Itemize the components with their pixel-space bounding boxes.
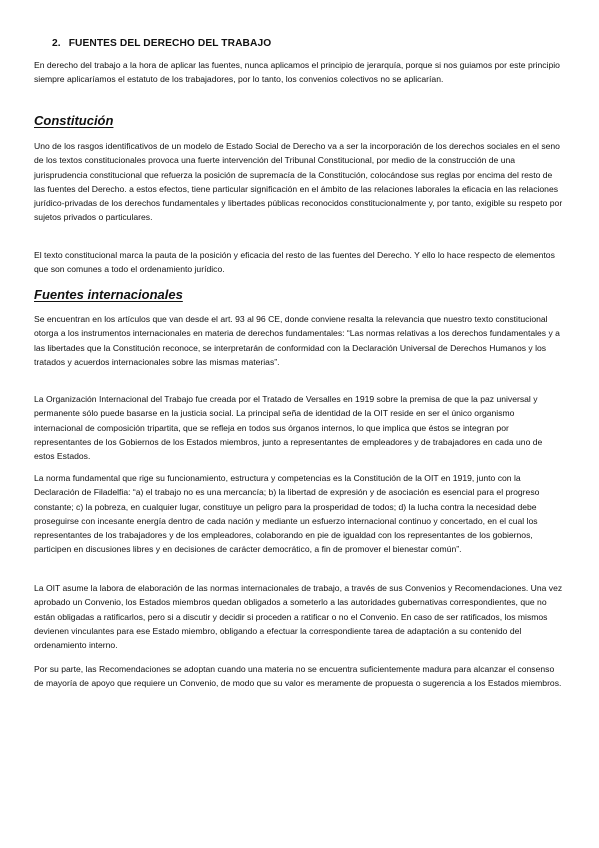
fuentes-internacionales-title: Fuentes internacionales xyxy=(34,287,183,302)
section-heading xyxy=(52,38,271,49)
internacionales-paragraph-4: La OIT asume la labora de elaboración de las normas internacionales de trabajo, a través de sus Convenios y Recomendaciones. Una vez aprobado un Convenio, los Estados miembros quedan obligados a someterlo a las autoridades gubernativas correspondientes, que no están obligadas a ratificarlos, pero si a discutir y decidir si proceden a ratificar o no el Convenio. En caso de ser ratificados, los mismos devienen vinculantes para ese Estado miembro, obligando a efectuar la correspondiente tarea de adaptación a su contenido del ordenamiento interno. xyxy=(34,583,563,651)
constitucion-paragraph-2: El texto constitucional marca la pauta de la posición y eficacia del resto de las fuentes del Derecho. Y ello lo hace respecto de elementos que son comunes a todo el ordenamiento jurídico. xyxy=(34,250,555,275)
section-number: 2. xyxy=(52,38,61,49)
internacionales-paragraph-2: La Organización Internacional del Trabajo fue creada por el Tratado de Versalles en 1919 sobre la premisa de que la paz universal y permanente sólo puede basarse en la justicia social. La principal seña de identidad de la OIT reside en ser el único organismo internacional de composición tripartita, que se refleja en todos sus órganos internos, lo que implica que éstos se integran por representantes de los Gobiernos de los Estados miembros, junto a representantes de empleadores y de trabajadores en cada uno de estos Estados. xyxy=(34,394,543,462)
internacionales-paragraph-5: Por su parte, las Recomendaciones se adoptan cuando una materia no se encuentra suficientemente madura para alcanzar el consenso de mayoría de apoyo que requiere un Convenio, de modo que su valor es meramente de propuesta o sugerencia a los Estados miembros. xyxy=(34,664,562,689)
constitucion-paragraph-1: Uno de los rasgos identificativos de un modelo de Estado Social de Derecho va a ser la incorporación de los derechos sociales en el seno de los textos constitucionales provoca una fuerte intervención del Tribunal Constitucional, por medio de la construcción de una jurisprudencia constitucional que refuerza la posición de supremacía de la Constitución, colocándose sus reglas por encima del resto de las fuentes del Derecho. a estos efectos, tiene particular significación en el ámbito de las relaciones laborales la eficacia en las relaciones jurídico-privadas de los derechos fundamentales y libertades públicas reconocidos constitucionalmente y, por tanto, exigible su respeto por sujetos privados o particulares. xyxy=(34,141,563,223)
constitucion-title: Constitución xyxy=(34,113,114,128)
section-heading-text: FUENTES DEL DERECHO DEL TRABAJO xyxy=(68,38,272,49)
intro-paragraph: En derecho del trabajo a la hora de aplicar las fuentes, nunca aplicamos el principio de jerarquía, porque si nos guiamos por este principio siempre aplicaríamos el estatuto de los trabajadores, por lo tanto, los convenios colectivos no se aplicarían. xyxy=(34,60,560,85)
internacionales-paragraph-1: Se encuentran en los artículos que van desde el art. 93 al 96 CE, donde conviene resalta la relevancia que nuestro texto constitucional otorga a los instrumentos internacionales en materia de derechos fundamentales: “Las normas relativas a los derechos fundamentales y a las libertades que la Constitución reconoce, se interpretarán de conformidad con la Declaración Universal de Derechos Humanos y los tratados y acuerdos internacionales sobre las mismas materias”. xyxy=(34,314,560,367)
internacionales-paragraph-3: La norma fundamental que rige su funcionamiento, estructura y competencias es la Constitución de la OIT en 1919, junto con la Declaración de Filadelfia: “a) el trabajo no es una mercancía; b) la libertad de expresión y de asociación es esencial para el progreso constante; c) la pobreza, en cualquier lugar, constituye un peligro para la prosperidad de todos; d) la lucha contra la necesidad debe proseguirse con incesante energía dentro de cada nación y mediante un esfuerzo internacional continuo y concertado, en el cual los representantes de los trabajadores y de los empleadores, colaborando en pie de igualdad con los representantes de los gobiernos, participen en discusiones libres y en decisiones de carácter democrático, a fin de promover el bienestar común”. xyxy=(34,473,540,555)
